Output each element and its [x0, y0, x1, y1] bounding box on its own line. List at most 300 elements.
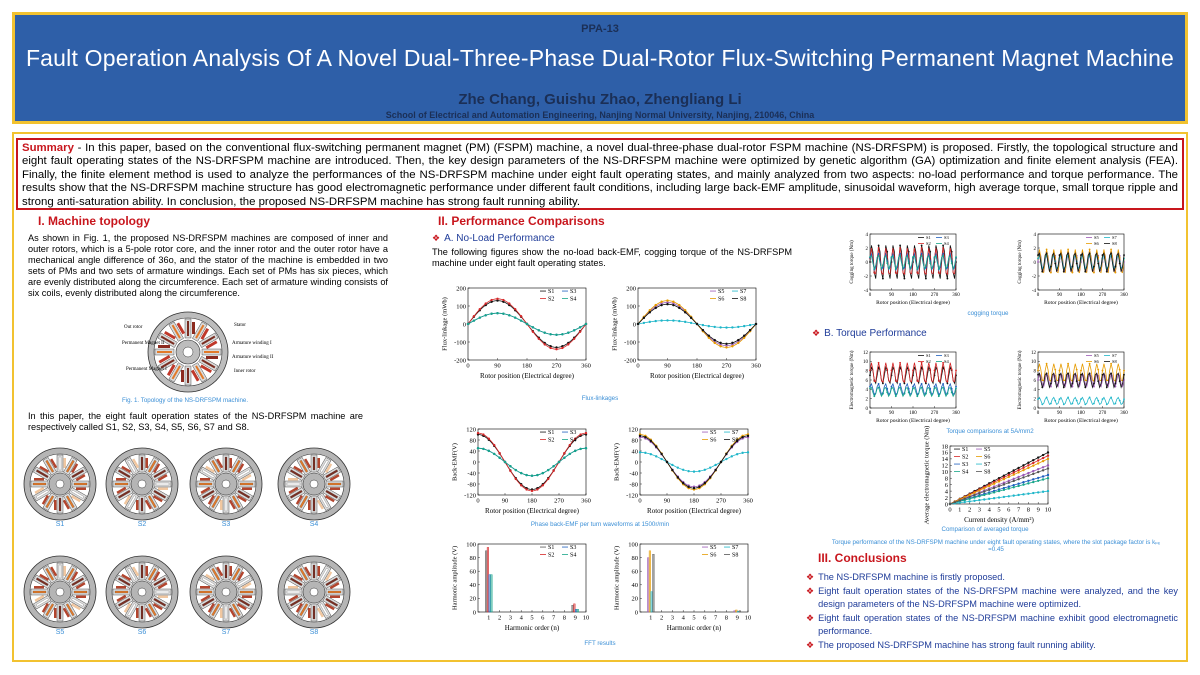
data-point-s4 [536, 474, 538, 476]
data-point-s8 [988, 489, 990, 491]
poster-header [12, 12, 1188, 124]
permanent-magnet [313, 498, 315, 511]
data-point-s1 [882, 278, 884, 280]
data-point-s2 [579, 433, 581, 435]
data-point-s4 [891, 387, 893, 389]
data-point-s6 [1022, 469, 1024, 471]
data-point-s3 [878, 383, 880, 385]
data-point-s2 [938, 380, 940, 382]
armature-coil [308, 608, 311, 618]
data-point-s7 [978, 499, 980, 501]
data-point-s6 [743, 337, 745, 339]
data-point-s6 [1115, 272, 1117, 274]
diamond-bullet-icon: ❖ [806, 585, 815, 596]
y-axis-label: Back-EMF(V) [613, 443, 621, 481]
bar-s2 [487, 547, 489, 612]
bar-s7 [651, 592, 653, 612]
data-point-s8 [1115, 266, 1117, 268]
data-point-s6 [708, 337, 710, 339]
data-point-s8 [743, 334, 745, 336]
data-point-s8 [678, 307, 680, 309]
legend-label-s8: S8 [1112, 241, 1117, 246]
data-point-s7 [1115, 403, 1117, 405]
data-point-s8 [1076, 263, 1078, 265]
fault-state-diagram [188, 554, 264, 630]
x-tick-label: 90 [501, 497, 509, 505]
legend-label-s4: S4 [570, 437, 577, 444]
legend-label-s6: S6 [1094, 359, 1099, 364]
x-tick-label: 0 [1036, 411, 1040, 416]
y-tick-label: -100 [454, 339, 466, 347]
data-point-s1 [878, 244, 880, 246]
data-point-s2 [1047, 454, 1049, 456]
state-label-s5: S5 [55, 629, 65, 636]
data-point-s7 [1037, 258, 1039, 260]
data-point-s4 [552, 465, 554, 467]
data-point-s2 [912, 369, 914, 371]
data-point-s7 [988, 498, 990, 500]
data-point-s3 [1017, 483, 1019, 485]
y-tick-label: 100 [466, 541, 476, 549]
section-topology-title: I. Machine topology [38, 214, 151, 228]
flux-caption: Flux-linkages [581, 395, 619, 402]
y-tick-label: 14 [941, 456, 948, 464]
data-point-s2 [532, 331, 534, 333]
data-point-s2 [899, 362, 901, 364]
data-point-s6 [1054, 369, 1056, 371]
data-point-s8 [1084, 386, 1086, 388]
data-point-s2 [479, 308, 481, 310]
data-point-s4 [549, 333, 551, 335]
shaft [56, 480, 64, 488]
data-point-s8 [983, 490, 985, 492]
poster-title: Fault Operation Analysis Of A Novel Dual-Three-Phase Dual-Rotor Flux-Switching Permanent Magnet Machine [25, 45, 1175, 71]
data-point-s4 [973, 496, 975, 498]
data-point-s2 [563, 452, 565, 454]
x-tick-label: 5 [997, 506, 1001, 514]
data-point-s4 [520, 472, 522, 474]
y-tick-label: -120 [626, 492, 638, 500]
legend-label-s7: S7 [732, 545, 739, 551]
y-tick-label: 0 [472, 609, 476, 617]
data-point-s2 [1017, 469, 1019, 471]
legend-label-s3: S3 [570, 430, 577, 436]
y-tick-label: 16 [941, 449, 948, 457]
data-point-s4 [934, 256, 936, 258]
fault-state-diagram [276, 446, 352, 522]
data-point-s2 [514, 308, 516, 310]
data-point-s8 [1093, 382, 1095, 384]
data-point-s7 [1093, 403, 1095, 405]
data-point-s8 [1097, 263, 1099, 265]
chart-root [850, 233, 960, 306]
data-point-s7 [698, 470, 700, 472]
y-tick-label: -120 [464, 492, 476, 500]
data-point-s8 [731, 445, 733, 447]
data-point-s8 [1063, 386, 1065, 388]
data-point-s3 [891, 386, 893, 388]
data-point-s7 [1119, 400, 1121, 402]
x-tick-label: 7 [1016, 506, 1021, 514]
data-point-s2 [882, 381, 884, 383]
legend-label-s2: S2 [548, 437, 555, 444]
data-point-s8 [650, 440, 652, 442]
data-point-s6 [1063, 379, 1065, 381]
data-point-s8 [1067, 252, 1069, 254]
data-point-s8 [709, 476, 711, 478]
data-point-s7 [693, 470, 695, 472]
legend-label-s3: S3 [944, 353, 949, 358]
data-point-s7 [644, 452, 646, 454]
label-pm1: Permanent Magnet I [126, 367, 167, 372]
data-point-s4 [912, 387, 914, 389]
x-tick-label: 360 [952, 411, 960, 416]
y-axis-label: Harmonic amplitude (V) [451, 545, 459, 611]
data-point-s4 [942, 255, 944, 257]
permanent-magnet [156, 591, 169, 593]
data-point-s3 [921, 253, 923, 255]
x-tick-label: 180 [689, 497, 699, 505]
data-point-s4 [544, 332, 546, 334]
x-tick-label: 270 [554, 497, 564, 505]
data-point-s8 [978, 492, 980, 494]
data-point-s2 [925, 273, 927, 275]
data-point-s6 [666, 299, 668, 301]
data-point-s6 [1042, 460, 1044, 462]
armature-coil [158, 488, 168, 491]
data-point-s4 [929, 262, 931, 264]
data-point-s8 [1017, 478, 1019, 480]
data-point-s7 [964, 501, 966, 503]
data-point-s2 [916, 272, 918, 274]
y-tick-label: 20 [469, 595, 476, 603]
bar-s4 [577, 609, 579, 612]
data-point-s8 [993, 487, 995, 489]
label-inner-rotor: Inner rotor [234, 369, 256, 374]
x-tick-label: 180 [909, 293, 917, 298]
x-tick-label: 270 [716, 497, 726, 505]
avg-torque-caption: Comparison of averaged torque [941, 526, 1029, 533]
data-point-s8 [1008, 482, 1010, 484]
y-tick-label: 6 [944, 481, 948, 489]
data-point-s7 [731, 455, 733, 457]
conclusion-text: The NS-DRFSPM machine is firstly proposed. [818, 572, 1005, 582]
x-tick-label: 0 [1036, 293, 1040, 298]
legend-label-s1: S1 [548, 430, 555, 436]
permanent-magnet [115, 591, 128, 593]
legend-label-s3: S3 [944, 235, 949, 240]
data-point-s2 [555, 348, 557, 350]
x-tick-label: 360 [751, 362, 761, 370]
data-point-s8 [1050, 266, 1052, 268]
data-point-s3 [899, 383, 901, 385]
armature-coil [146, 458, 149, 468]
data-point-s6 [1013, 473, 1015, 475]
data-point-s1 [947, 278, 949, 280]
data-point-s4 [908, 262, 910, 264]
data-point-s7 [650, 453, 652, 455]
data-point-s2 [886, 368, 888, 370]
x-tick-label: 7 [551, 614, 556, 622]
data-point-s8 [1084, 271, 1086, 273]
x-tick-label: 180 [1077, 411, 1085, 416]
data-point-s8 [687, 486, 689, 488]
y-tick-label: 6 [865, 378, 868, 384]
summary-box [16, 138, 1184, 210]
machine-cross-section [190, 556, 262, 628]
data-point-s8 [660, 304, 662, 306]
data-point-s8 [637, 323, 639, 325]
legend-label-s1: S1 [548, 289, 555, 295]
data-point-s6 [1106, 379, 1108, 381]
y-tick-label: 0 [944, 501, 948, 509]
x-tick-label: 3 [977, 506, 982, 514]
data-point-s3 [1022, 481, 1024, 483]
armature-coil [242, 488, 252, 491]
legend-label-s8: S8 [984, 469, 991, 476]
shaft [56, 588, 64, 596]
fig1-caption: Fig. 1. Topology of the NS-DRFSPM machine. [121, 397, 249, 404]
label-aw2: Armature winding II [232, 355, 274, 360]
data-point-s7 [1059, 398, 1061, 400]
data-point-s4 [567, 332, 569, 334]
data-point-s7 [993, 497, 995, 499]
x-tick-label: 2 [497, 614, 502, 622]
legend-label-s2: S2 [548, 296, 555, 303]
y-tick-label: -80 [467, 481, 476, 489]
data-point-s7 [747, 451, 749, 453]
data-point-s5 [1037, 468, 1039, 470]
data-point-s6 [1102, 370, 1104, 372]
x-axis-label: Rotor position (Electrical degree) [480, 372, 574, 380]
y-tick-label: -80 [629, 481, 638, 489]
data-point-s3 [878, 253, 880, 255]
data-point-s4 [502, 313, 504, 315]
permanent-magnet [328, 591, 341, 593]
data-point-s7 [1047, 490, 1049, 492]
x-tick-label: 10 [582, 614, 590, 622]
legend-label-s7: S7 [1112, 353, 1117, 358]
chart-flux-linkage-s5-s8 [610, 284, 760, 380]
data-point-s8 [1022, 476, 1024, 478]
x-axis-label: Current density (A/mm²) [964, 516, 1034, 524]
legend-label-s1: S1 [926, 235, 931, 240]
data-point-s6 [1119, 369, 1121, 371]
data-point-s4 [520, 319, 522, 321]
y-tick-label: -100 [624, 339, 636, 347]
data-point-s8 [1119, 380, 1121, 382]
data-point-s2 [1013, 471, 1015, 473]
legend-label-s3: S3 [570, 289, 577, 295]
armature-coil [330, 488, 340, 491]
data-point-s6 [1097, 369, 1099, 371]
data-point-s4 [496, 312, 498, 314]
permanent-magnet [287, 483, 300, 485]
data-point-s4 [1008, 487, 1010, 489]
x-tick-label: 5 [692, 614, 696, 622]
data-point-s7 [714, 326, 716, 328]
data-point-s2 [579, 331, 581, 333]
data-point-s3 [1047, 474, 1049, 476]
data-point-s1 [1047, 451, 1049, 453]
data-point-s7 [1089, 396, 1091, 398]
data-point-s7 [1054, 400, 1056, 402]
permanent-magnet [74, 483, 87, 485]
x-tick-label: 180 [522, 362, 532, 370]
chart-root [442, 285, 591, 380]
conclusion-item [806, 571, 1178, 585]
data-point-s2 [895, 272, 897, 274]
chart-torque-s1-s4 [848, 348, 960, 424]
data-point-s7 [1106, 404, 1108, 406]
fig1-topology-diagram [118, 308, 274, 396]
data-point-s2 [567, 343, 569, 345]
data-point-s7 [1032, 492, 1034, 494]
data-point-s2 [531, 490, 533, 492]
data-point-s8 [1050, 382, 1052, 384]
diamond-bullet-icon: ❖ [432, 233, 441, 243]
data-point-s6 [731, 345, 733, 347]
chart-torque-s5-s8 [1016, 348, 1128, 424]
data-point-s6 [998, 480, 1000, 482]
data-point-s4 [886, 391, 888, 393]
data-point-s2 [1027, 464, 1029, 466]
y-tick-label: -2 [863, 274, 868, 280]
state-label-s1: S1 [55, 521, 65, 528]
data-point-s4 [563, 457, 565, 459]
data-point-s4 [1022, 483, 1024, 485]
data-point-s6 [1046, 249, 1048, 251]
x-tick-label: 6 [1007, 506, 1011, 514]
data-point-s8 [998, 485, 1000, 487]
data-point-s7 [1042, 491, 1044, 493]
permanent-magnet [59, 606, 61, 619]
legend-label-s6: S6 [710, 437, 717, 444]
y-tick-label: 100 [626, 303, 636, 311]
data-point-s8 [644, 436, 646, 438]
chart-back-emf-s5-s8 [612, 425, 752, 515]
conclusion-item [806, 612, 1178, 639]
chart-root [1018, 350, 1128, 424]
legend-label-s1: S1 [926, 353, 931, 358]
x-tick-label: 360 [581, 362, 591, 370]
data-point-s1 [925, 278, 927, 280]
data-point-s1 [882, 382, 884, 384]
label-pm2: Permanent Magnet II [122, 341, 165, 346]
data-point-s1 [1013, 469, 1015, 471]
data-point-s8 [1054, 380, 1056, 382]
data-point-s7 [704, 469, 706, 471]
state-label-s3: S3 [221, 521, 231, 528]
data-point-s7 [709, 466, 711, 468]
data-point-s8 [973, 494, 975, 496]
armature-coil [230, 566, 233, 576]
data-point-s1 [947, 382, 949, 384]
data-point-s6 [1072, 272, 1074, 274]
data-point-s6 [983, 487, 985, 489]
noload-subtitle-text: A. No-Load Performance [444, 233, 555, 244]
bar-s8 [739, 611, 741, 612]
legend-label-s4: S4 [570, 296, 577, 303]
data-point-s7 [1063, 404, 1065, 406]
data-point-s3 [934, 386, 936, 388]
data-point-s3 [1032, 478, 1034, 480]
data-point-s4 [579, 448, 581, 450]
machine-cross-section [278, 556, 350, 628]
data-point-s4 [538, 329, 540, 331]
data-point-s4 [525, 474, 527, 476]
data-point-s6 [1037, 462, 1039, 464]
data-point-s8 [725, 453, 727, 455]
data-point-s4 [573, 329, 575, 331]
torque-subtitle [812, 328, 927, 339]
data-point-s4 [947, 264, 949, 266]
data-point-s2 [488, 437, 490, 439]
data-point-s8 [696, 323, 698, 325]
data-point-s7 [677, 466, 679, 468]
bar-s3 [489, 575, 491, 612]
data-point-s8 [1059, 374, 1061, 376]
chart-root [612, 285, 761, 380]
data-point-s4 [477, 447, 479, 449]
data-point-s8 [655, 307, 657, 309]
data-point-s3 [1013, 484, 1015, 486]
data-point-s4 [1013, 486, 1015, 488]
data-point-s8 [1072, 266, 1074, 268]
data-point-s6 [672, 301, 674, 303]
data-point-s7 [649, 321, 651, 323]
y-tick-label: 0 [462, 321, 466, 329]
data-point-s8 [690, 317, 692, 319]
machine-cross-section [148, 312, 228, 392]
permanent-magnet [199, 591, 212, 593]
data-point-s6 [1089, 363, 1091, 365]
data-point-s7 [737, 326, 739, 328]
permanent-magnet [33, 591, 46, 593]
permanent-magnet [240, 591, 253, 593]
data-point-s7 [973, 500, 975, 502]
data-point-s2 [482, 433, 484, 435]
data-point-s6 [988, 485, 990, 487]
data-point-s2 [515, 478, 517, 480]
y-tick-label: 2 [1033, 397, 1036, 403]
data-point-s6 [678, 304, 680, 306]
emf-caption: Phase back-EMF per turn waveforms at 1500r/min [530, 521, 670, 528]
data-point-s8 [639, 435, 641, 437]
bar-s5 [647, 558, 649, 612]
topology-paragraph: As shown in Fig. 1, the proposed NS-DRFSPM machines are composed of inner and outer rotors, which is a 5-pole rotor core, and the inner rotor and the outer rotor have a mechanical angle difference of 36o, and the stator of the machine is embedded in two sets of PMs and two sets of armature windings. Each set of PMs has six pieces, which are evenly distributed along the circumference. Each set of armature winding consists of six coils, evenly distributed along the circumference. [28, 233, 388, 298]
permanent-magnet [59, 457, 61, 470]
state-label-s8: S8 [309, 629, 319, 636]
y-axis-label: Flux-linkage (mWb) [441, 297, 449, 351]
data-point-s2 [869, 369, 871, 371]
data-point-s8 [737, 339, 739, 341]
x-tick-label: 90 [889, 411, 894, 416]
data-point-s2 [916, 380, 918, 382]
data-point-s7 [660, 319, 662, 321]
data-point-s8 [1106, 271, 1108, 273]
legend-label-s2: S2 [926, 241, 931, 246]
y-tick-label: -200 [624, 357, 636, 365]
data-point-s2 [525, 488, 527, 490]
y-axis-label: Cogging torque (Nm) [850, 240, 855, 284]
data-point-s7 [1123, 398, 1125, 400]
armature-coil [220, 500, 223, 510]
data-point-s4 [912, 256, 914, 258]
data-point-s4 [988, 492, 990, 494]
y-tick-label: 40 [631, 582, 638, 590]
permanent-magnet [199, 483, 212, 485]
